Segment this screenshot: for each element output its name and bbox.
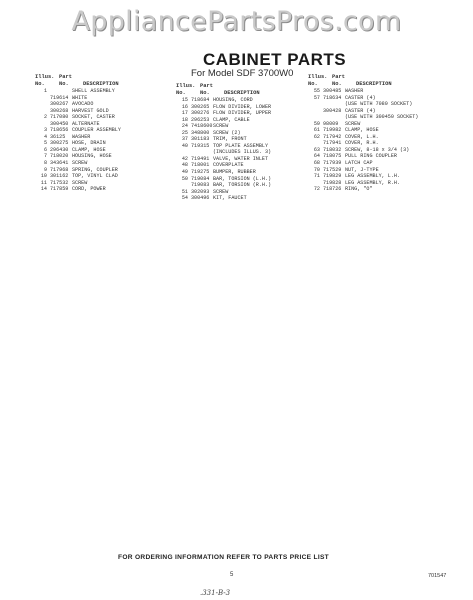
part-number: 718634: [323, 94, 342, 101]
part-number: 717968: [50, 166, 69, 173]
page-title: CABINET PARTS: [203, 50, 347, 69]
part-description: KIT, FAUCET: [213, 195, 247, 202]
column-header-row2: [308, 81, 458, 87]
part-description: PULL RING COUPLER: [345, 153, 397, 160]
part-number: 300276: [191, 110, 210, 117]
part-number: 717859: [50, 186, 69, 193]
part-description: LATCH CAP: [345, 160, 373, 167]
part-description: FLOW DIVIDER, UPPER: [213, 110, 272, 117]
part-description: TRIM, FRONT: [213, 136, 247, 143]
part-description: BAR, TORSION (R.H.): [213, 182, 272, 189]
illus-number: 59: [313, 120, 320, 127]
illus-number: 17: [181, 110, 188, 117]
part-description: (INCLUDES ILLUS. 3): [213, 149, 272, 156]
illus-number: 62: [313, 133, 320, 140]
header-description: DESCRIPTION: [83, 81, 119, 87]
part-description: CASTER (4): [345, 94, 376, 101]
illus-number: 9: [43, 166, 47, 173]
illus-number: 2: [43, 114, 47, 121]
parts-column-3: [308, 74, 458, 193]
page-number: 5: [230, 572, 234, 578]
part-number: 717532: [50, 179, 69, 186]
illus-number: 3: [43, 127, 47, 134]
part-description: SCREW: [213, 188, 229, 195]
part-description: AVOCADO: [72, 101, 94, 108]
illus-number: 42: [181, 155, 188, 162]
part-description: HOUSING, HOSE: [72, 153, 112, 160]
part-description: TOP, VINYL CLAD: [72, 173, 118, 180]
part-description: SCREW: [72, 160, 88, 167]
part-description: HOSE, DRAIN: [72, 140, 106, 147]
part-number: 300485: [323, 88, 342, 94]
handwritten-note: .331-B-3: [200, 589, 231, 597]
part-description: NUT, J-TYPE: [345, 166, 379, 173]
column-header-row2: [35, 81, 175, 87]
illus-number: 10: [40, 173, 47, 180]
column-header: [35, 74, 175, 80]
part-description: SCREW (2): [213, 129, 241, 136]
header-description: DESCRIPTION: [224, 90, 260, 96]
illus-number: 8: [43, 160, 47, 167]
header-no2: No.: [59, 81, 69, 87]
part-number: 300265: [191, 103, 210, 110]
part-number: 98009: [323, 120, 339, 127]
part-number: 719275: [191, 169, 210, 176]
part-row: [176, 195, 304, 202]
illus-number: 18: [181, 116, 188, 123]
part-description: RING, "O": [345, 186, 373, 193]
illus-number: 5: [43, 140, 47, 147]
page-subtitle: For Model SDF 3700W0: [191, 68, 294, 79]
part-number: 300428: [323, 107, 342, 114]
illus-number: 50: [181, 175, 188, 182]
header-no2: No.: [332, 81, 342, 87]
part-description: LEG ASSEMBLY, L.H.: [345, 173, 401, 180]
header-no: No.: [176, 90, 186, 96]
part-number: 718726: [323, 186, 342, 193]
part-number: 719828: [323, 179, 342, 186]
illus-number: 24: [181, 123, 188, 130]
column-header: [176, 83, 304, 89]
part-number: 718684: [191, 97, 210, 103]
part-description: (USE WITH 300450 SOCKET): [345, 114, 419, 121]
part-description: COVER, R.H.: [345, 140, 379, 147]
illus-number: 70: [313, 166, 320, 173]
part-number: 719315: [191, 142, 210, 149]
part-description: SCREW, 8-18 x 3/4 (3): [345, 146, 410, 153]
part-number: 300450: [50, 120, 69, 127]
part-number: 718075: [323, 153, 342, 160]
header-no: No.: [35, 81, 45, 87]
header-no2: No.: [200, 90, 210, 96]
part-number: 718032: [323, 146, 342, 153]
illus-number: 4: [43, 133, 47, 140]
part-description: WASHER: [72, 133, 91, 140]
illus-number: 61: [313, 127, 320, 134]
part-number: 301183: [191, 136, 210, 143]
header-part: Part: [200, 83, 213, 89]
illus-number: 14: [40, 186, 47, 193]
part-description: ALTERNATE: [72, 120, 100, 127]
column-header: [308, 74, 458, 80]
header-illus: Illus.: [176, 83, 196, 89]
part-number: 296253: [191, 116, 210, 123]
illus-number: 6: [43, 146, 47, 153]
part-description: HARVEST GOLD: [72, 107, 109, 114]
part-number: 36125: [50, 133, 66, 140]
part-description: (USE WITH 7080 SOCKET): [345, 101, 413, 108]
part-number: 717942: [323, 133, 342, 140]
part-description: SPRING, COUPLER: [72, 166, 118, 173]
illus-number: 7: [43, 153, 47, 160]
header-part: Part: [332, 74, 345, 80]
part-number: 301162: [50, 173, 69, 180]
illus-number: 40: [181, 142, 188, 149]
part-description: CLAMP, CABLE: [213, 116, 250, 123]
illus-number: 1: [43, 88, 47, 94]
illus-number: 48: [181, 162, 188, 169]
part-description: TOP PLATE ASSEMBLY: [213, 142, 269, 149]
part-description: COVERPLATE: [213, 162, 244, 169]
illus-number: 71: [313, 173, 320, 180]
part-number: 348800: [191, 129, 210, 136]
part-description: COUPLER ASSEMBLY: [72, 127, 121, 134]
part-description: SCREW: [213, 123, 229, 130]
header-no: No.: [308, 81, 318, 87]
part-description: FLOW DIVIDER, LOWER: [213, 103, 272, 110]
part-number: 300267: [50, 101, 69, 108]
header-part: Part: [59, 74, 72, 80]
illus-number: 68: [313, 160, 320, 167]
part-number: 296430: [50, 146, 69, 153]
part-row: [308, 186, 458, 193]
header-description: DESCRIPTION: [356, 81, 392, 87]
illus-number: 11: [40, 179, 47, 186]
part-description: WHITE: [72, 94, 88, 101]
illus-number: 37: [181, 136, 188, 143]
illus-number: 25: [181, 129, 188, 136]
illus-number: 72: [313, 186, 320, 193]
document-id: 701547: [428, 573, 447, 579]
part-number: 718020: [50, 153, 69, 160]
part-number: 300275: [50, 140, 69, 147]
ordering-footer: FOR ORDERING INFORMATION REFER TO PARTS PRICE LIST: [118, 554, 329, 561]
part-number: 717939: [323, 160, 342, 167]
part-description: WASHER: [345, 88, 364, 94]
part-number: 717529: [323, 166, 342, 173]
part-number: 719491: [191, 155, 210, 162]
parts-column-1: [35, 74, 175, 193]
illus-number: 15: [181, 97, 188, 103]
part-description: CLAMP, HOSE: [72, 146, 106, 153]
part-number: 718656: [50, 127, 69, 134]
header-illus: Illus.: [308, 74, 328, 80]
part-number: 302093: [191, 188, 210, 195]
part-description: BUMPER, RUBBER: [213, 169, 256, 176]
column-header-row2: [176, 90, 304, 96]
part-description: CASTER (4): [345, 107, 376, 114]
illus-number: 63: [313, 146, 320, 153]
part-description: BAR, TORSION (L.H.): [213, 175, 272, 182]
part-number: 719083: [191, 182, 210, 189]
watermark: AppliancePartsPros.com: [71, 6, 402, 37]
part-description: CORD, POWER: [72, 186, 106, 193]
part-number: 719982: [323, 127, 342, 134]
illus-number: 57: [313, 94, 320, 101]
part-number: 7418600: [191, 123, 213, 130]
part-number: 717080: [50, 114, 69, 121]
part-description: LEG ASSEMBLY, R.H.: [345, 179, 401, 186]
part-description: SCREW: [345, 120, 361, 127]
header-illus: Illus.: [35, 74, 55, 80]
illus-number: 54: [181, 195, 188, 202]
part-description: SCREW: [72, 179, 88, 186]
part-description: HOUSING, CORD: [213, 97, 253, 103]
illus-number: 55: [313, 88, 320, 94]
part-description: SOCKET, CASTER: [72, 114, 115, 121]
part-description: VALVE, WATER INLET: [213, 155, 269, 162]
part-number: 300268: [50, 107, 69, 114]
part-description: CLAMP, HOSE: [345, 127, 379, 134]
part-description: SHELL ASSEMBLY: [72, 88, 115, 94]
illus-number: 16: [181, 103, 188, 110]
parts-column-2: [176, 83, 304, 202]
illus-number: 49: [181, 169, 188, 176]
part-number: 343641: [50, 160, 69, 167]
part-number: 719084: [191, 175, 210, 182]
part-row: [35, 186, 175, 193]
part-number: 717941: [323, 140, 342, 147]
part-number: 718001: [191, 162, 210, 169]
illus-number: 51: [181, 188, 188, 195]
part-number: 300496: [191, 195, 210, 202]
part-description: COVER, L.H.: [345, 133, 379, 140]
part-number: 719614: [50, 94, 69, 101]
part-number: 719829: [323, 173, 342, 180]
illus-number: 64: [313, 153, 320, 160]
